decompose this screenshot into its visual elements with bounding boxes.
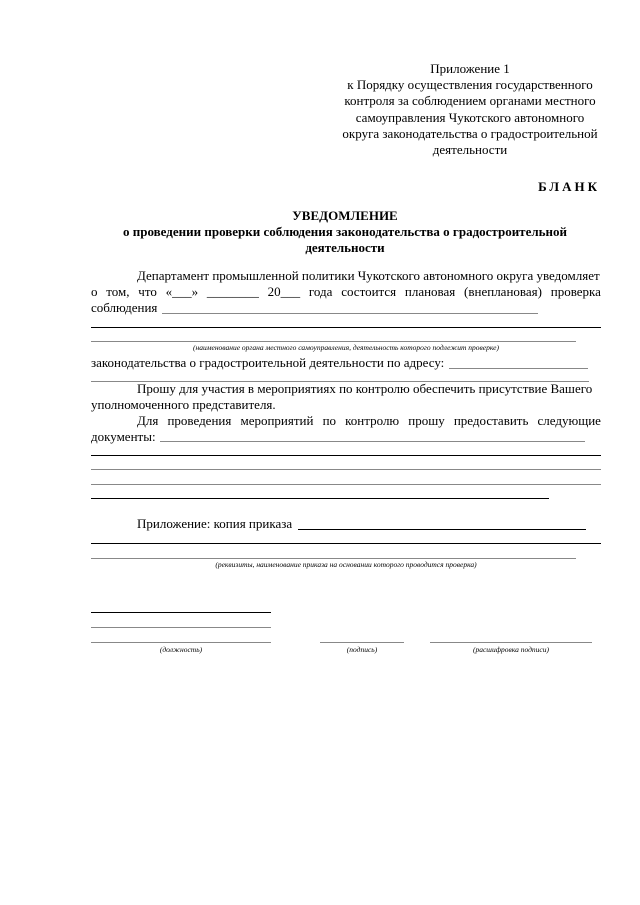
word: «___»: [165, 284, 199, 299]
fill-line: [91, 341, 576, 342]
para2-line2: уполномоченного представителя.: [91, 397, 276, 412]
word: состоится: [341, 284, 397, 299]
para2-line1: Прошу для участия в мероприятиях по контролю обеспечить присутствие Вашего: [137, 381, 593, 396]
fill-line: [91, 627, 271, 628]
document-subtitle-line1: о проведении проверки соблюдения законодательства о градостроительной: [123, 224, 567, 239]
appendix-line: контроля за соблюдением органами местного: [344, 93, 596, 109]
para1-line3: соблюдения: [91, 300, 158, 315]
fill-line: [91, 558, 576, 559]
word: года: [308, 284, 333, 299]
word: том,: [106, 284, 130, 299]
appendix-line: самоуправления Чукотского автономного: [355, 109, 585, 125]
caption-order: (реквизиты, наименование приказа на основании которого проводится проверка): [215, 560, 477, 569]
fill-line: [91, 469, 601, 470]
word: что: [138, 284, 157, 299]
word: 20___: [267, 284, 301, 299]
word: проведения: [167, 413, 232, 428]
document-title: УВЕДОМЛЕНИЕ: [292, 208, 398, 223]
decode-caption: (расшифровка подписи): [472, 645, 550, 654]
para3-line1: [137, 413, 601, 429]
word: мероприятий: [240, 413, 314, 428]
fill-line: [91, 543, 601, 544]
fill-line: [449, 368, 588, 369]
caption-org: (наименование органа местного самоуправления, деятельность которого подлежит проверке): [192, 343, 500, 352]
para1-line1: Департамент промышленной политики Чукотского автономного округа уведомляет: [137, 268, 600, 283]
fill-line: [160, 441, 585, 442]
appendix-line: к Порядку осуществления государственного: [347, 77, 593, 93]
blank-label: БЛАНК: [538, 179, 600, 194]
para3-line2: документы:: [91, 429, 156, 444]
appendix-header: [330, 61, 610, 158]
fill-line: [91, 455, 601, 456]
word: по: [322, 413, 337, 428]
para1-line2: [91, 284, 601, 300]
word: проверка: [550, 284, 601, 299]
word: плановая: [404, 284, 456, 299]
word: Для: [137, 413, 159, 428]
fill-line: [91, 327, 601, 328]
word: (внеплановая): [464, 284, 542, 299]
fill-line: [162, 313, 538, 314]
attachment-label: Приложение: копия приказа: [137, 516, 293, 531]
word: контролю: [345, 413, 400, 428]
word: о: [91, 284, 98, 299]
appendix-line: Приложение 1: [430, 61, 510, 76]
decode-line: [430, 642, 592, 643]
fill-line: [91, 612, 271, 613]
document-subtitle-line2: деятельности: [305, 240, 385, 255]
signature-line: [320, 642, 404, 643]
fill-line: [91, 498, 549, 499]
address-text: законодательства о градостроительной деятельности по адресу:: [91, 355, 445, 370]
appendix-line: деятельности: [432, 142, 508, 158]
fill-line: [91, 484, 601, 485]
position-caption: (должность): [159, 645, 203, 654]
fill-line: [298, 529, 586, 530]
position-line: [91, 642, 271, 643]
word: следующие: [537, 413, 601, 428]
word: ________: [206, 284, 259, 299]
word: прошу: [408, 413, 445, 428]
appendix-line: округа законодательства о градостроительной: [342, 125, 598, 141]
signature-caption: (подпись): [346, 645, 378, 654]
word: предоставить: [453, 413, 529, 428]
